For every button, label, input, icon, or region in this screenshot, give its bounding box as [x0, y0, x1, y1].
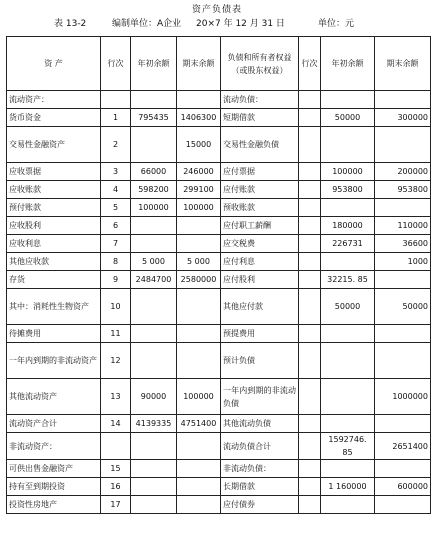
asset-name-cell: 其他流动资产	[7, 379, 101, 415]
liability-begin-balance-cell: 100000	[321, 163, 375, 181]
table-row	[7, 325, 431, 343]
liability-end-balance-cell	[375, 127, 431, 163]
asset-row-number-cell: 17	[101, 496, 131, 514]
asset-row-number-cell: 11	[101, 325, 131, 343]
liability-name-cell: 非流动负债：	[221, 460, 299, 478]
liability-begin-balance-cell	[321, 343, 375, 379]
asset-end-balance-cell: 100000	[177, 199, 221, 217]
liability-begin-balance-cell	[321, 199, 375, 217]
asset-row-number-cell: 8	[101, 253, 131, 271]
liability-row-number-cell	[299, 289, 321, 325]
asset-name-cell: 其中：消耗性生物资产	[7, 289, 101, 325]
liability-begin-balance-cell	[321, 379, 375, 415]
liability-end-balance-cell	[375, 460, 431, 478]
liability-row-number-cell	[299, 217, 321, 235]
table-row	[7, 109, 431, 127]
asset-row-number-cell: 3	[101, 163, 131, 181]
col-header-row-left: 行次	[101, 37, 131, 91]
liability-row-number-cell	[299, 325, 321, 343]
liability-name-cell: 一年内到期的非流动负债	[221, 379, 299, 415]
liability-end-balance-cell: 300000	[375, 109, 431, 127]
liability-row-number-cell	[299, 199, 321, 217]
asset-begin-balance-cell: 66000	[131, 163, 177, 181]
liability-name-cell: 流动负债：	[221, 91, 299, 109]
table-row	[7, 496, 431, 514]
liability-name-cell: 短期借款	[221, 109, 299, 127]
asset-name-cell: 应收利息	[7, 235, 101, 253]
liability-end-balance-cell	[375, 343, 431, 379]
asset-name-cell: 存货	[7, 271, 101, 289]
table-number: 表 13-2	[54, 19, 87, 29]
liability-name-cell: 其他流动负债	[221, 415, 299, 433]
liability-begin-balance-cell: 50000	[321, 109, 375, 127]
table-row	[7, 199, 431, 217]
table-row	[7, 253, 431, 271]
liability-name-cell: 其他应付款	[221, 289, 299, 325]
liability-row-number-cell	[299, 109, 321, 127]
company-name: 编制单位：A企业	[112, 19, 182, 29]
asset-name-cell: 交易性金融资产	[7, 127, 101, 163]
liability-begin-balance-cell	[321, 496, 375, 514]
asset-begin-balance-cell	[131, 127, 177, 163]
liability-end-balance-cell: 36600	[375, 235, 431, 253]
asset-row-number-cell: 5	[101, 199, 131, 217]
liability-begin-balance-cell: 180000	[321, 217, 375, 235]
liability-row-number-cell	[299, 343, 321, 379]
asset-end-balance-cell	[177, 325, 221, 343]
asset-name-cell: 待摊费用	[7, 325, 101, 343]
asset-end-balance-cell	[177, 433, 221, 460]
document-title: 资产负债表	[191, 5, 242, 15]
asset-begin-balance-cell	[131, 343, 177, 379]
asset-end-balance-cell	[177, 460, 221, 478]
asset-row-number-cell: 10	[101, 289, 131, 325]
asset-row-number-cell: 4	[101, 181, 131, 199]
asset-end-balance-cell: 15000	[177, 127, 221, 163]
asset-end-balance-cell	[177, 496, 221, 514]
liability-name-cell: 长期借款	[221, 478, 299, 496]
asset-begin-balance-cell	[131, 496, 177, 514]
table-header-row	[7, 37, 431, 91]
liability-end-balance-cell	[375, 199, 431, 217]
asset-end-balance-cell: 246000	[177, 163, 221, 181]
table-row	[7, 478, 431, 496]
liability-name-cell: 应交税费	[221, 235, 299, 253]
asset-name-cell: 可供出售金融资产	[7, 460, 101, 478]
liability-row-number-cell	[299, 415, 321, 433]
asset-begin-balance-cell	[131, 433, 177, 460]
asset-begin-balance-cell	[131, 460, 177, 478]
liability-row-number-cell	[299, 127, 321, 163]
asset-begin-balance-cell	[131, 235, 177, 253]
asset-name-cell: 非流动资产：	[7, 433, 101, 460]
asset-begin-balance-cell	[131, 289, 177, 325]
col-header-begin-left: 年初余额	[131, 37, 177, 91]
liability-name-cell: 应付票据	[221, 163, 299, 181]
table-row	[7, 91, 431, 109]
asset-name-cell: 应收股利	[7, 217, 101, 235]
asset-begin-balance-cell: 4139335	[131, 415, 177, 433]
liability-end-balance-cell: 2651400	[375, 433, 431, 460]
table-row	[7, 271, 431, 289]
asset-name-cell: 其他应收款	[7, 253, 101, 271]
liability-end-balance-cell: 110000	[375, 217, 431, 235]
liability-row-number-cell	[299, 235, 321, 253]
col-header-begin-right: 年初余额	[321, 37, 375, 91]
table-row	[7, 379, 431, 415]
asset-row-number-cell: 7	[101, 235, 131, 253]
asset-begin-balance-cell: 5 000	[131, 253, 177, 271]
asset-name-cell: 流动资产合计	[7, 415, 101, 433]
liability-name-cell: 流动负债合计	[221, 433, 299, 460]
liability-end-balance-cell: 1000	[375, 253, 431, 271]
asset-end-balance-cell: 100000	[177, 379, 221, 415]
liability-name-cell: 应付职工薪酬	[221, 217, 299, 235]
liability-name-cell: 应付利息	[221, 253, 299, 271]
asset-name-cell: 一年内到期的非流动资产	[7, 343, 101, 379]
liability-begin-balance-cell	[321, 91, 375, 109]
asset-row-number-cell: 16	[101, 478, 131, 496]
liability-name-cell: 交易性金融负债	[221, 127, 299, 163]
liability-row-number-cell	[299, 253, 321, 271]
asset-row-number-cell: 12	[101, 343, 131, 379]
asset-begin-balance-cell	[131, 325, 177, 343]
asset-end-balance-cell: 299100	[177, 181, 221, 199]
table-row	[7, 433, 431, 460]
asset-end-balance-cell: 4751400	[177, 415, 221, 433]
asset-row-number-cell: 13	[101, 379, 131, 415]
liability-end-balance-cell	[375, 496, 431, 514]
liability-row-number-cell	[299, 496, 321, 514]
table-row	[7, 289, 431, 325]
liability-row-number-cell	[299, 271, 321, 289]
liability-name-cell: 预提费用	[221, 325, 299, 343]
asset-name-cell: 投资性房地产	[7, 496, 101, 514]
asset-begin-balance-cell	[131, 217, 177, 235]
asset-end-balance-cell: 2580000	[177, 271, 221, 289]
liability-name-cell: 预计负债	[221, 343, 299, 379]
liability-end-balance-cell	[375, 271, 431, 289]
asset-begin-balance-cell: 795435	[131, 109, 177, 127]
asset-name-cell: 应收票据	[7, 163, 101, 181]
table-row	[7, 460, 431, 478]
table-row	[7, 163, 431, 181]
liability-begin-balance-cell	[321, 127, 375, 163]
liability-begin-balance-cell	[321, 415, 375, 433]
liability-end-balance-cell: 600000	[375, 478, 431, 496]
col-header-end-right: 期末余额	[375, 37, 431, 91]
liability-row-number-cell	[299, 433, 321, 460]
asset-row-number-cell	[101, 91, 131, 109]
asset-begin-balance-cell: 100000	[131, 199, 177, 217]
liability-end-balance-cell	[375, 415, 431, 433]
asset-end-balance-cell	[177, 289, 221, 325]
asset-begin-balance-cell: 2484700	[131, 271, 177, 289]
asset-end-balance-cell: 1406300	[177, 109, 221, 127]
table-row	[7, 415, 431, 433]
asset-name-cell: 货币资金	[7, 109, 101, 127]
liability-begin-balance-cell: 32215. 85	[321, 271, 375, 289]
asset-row-number-cell: 2	[101, 127, 131, 163]
liability-name-cell: 应付账款	[221, 181, 299, 199]
asset-row-number-cell: 6	[101, 217, 131, 235]
liability-begin-balance-cell: 1592746. 85	[321, 433, 375, 460]
liability-row-number-cell	[299, 478, 321, 496]
liability-row-number-cell	[299, 460, 321, 478]
liability-row-number-cell	[299, 379, 321, 415]
liability-row-number-cell	[299, 91, 321, 109]
liability-row-number-cell	[299, 181, 321, 199]
liability-name-cell: 应付债券	[221, 496, 299, 514]
asset-begin-balance-cell: 598200	[131, 181, 177, 199]
asset-row-number-cell: 1	[101, 109, 131, 127]
asset-end-balance-cell	[177, 343, 221, 379]
report-date: 20×7 年 12 月 31 日	[196, 19, 285, 29]
asset-row-number-cell: 9	[101, 271, 131, 289]
liability-end-balance-cell	[375, 325, 431, 343]
liability-name-cell: 预收账款	[221, 199, 299, 217]
balance-sheet-table	[6, 36, 431, 514]
asset-row-number-cell: 14	[101, 415, 131, 433]
table-row	[7, 235, 431, 253]
asset-begin-balance-cell: 90000	[131, 379, 177, 415]
liability-begin-balance-cell	[321, 325, 375, 343]
table-row	[7, 127, 431, 163]
col-header-assets: 资 产	[7, 37, 101, 91]
col-header-end-left: 期末余额	[177, 37, 221, 91]
asset-end-balance-cell	[177, 235, 221, 253]
liability-end-balance-cell: 1000000	[375, 379, 431, 415]
liability-begin-balance-cell: 953800	[321, 181, 375, 199]
liability-end-balance-cell	[375, 91, 431, 109]
liability-name-cell: 应付股利	[221, 271, 299, 289]
liability-begin-balance-cell	[321, 460, 375, 478]
currency-unit: 单位：元	[318, 19, 355, 29]
table-row	[7, 343, 431, 379]
liability-row-number-cell	[299, 163, 321, 181]
liability-begin-balance-cell: 226731	[321, 235, 375, 253]
asset-end-balance-cell	[177, 478, 221, 496]
asset-begin-balance-cell	[131, 478, 177, 496]
liability-end-balance-cell: 953800	[375, 181, 431, 199]
liability-begin-balance-cell	[321, 253, 375, 271]
liability-end-balance-cell: 50000	[375, 289, 431, 325]
asset-name-cell: 应收账款	[7, 181, 101, 199]
asset-row-number-cell: 15	[101, 460, 131, 478]
liability-end-balance-cell: 200000	[375, 163, 431, 181]
asset-name-cell: 流动资产：	[7, 91, 101, 109]
asset-end-balance-cell: 5 000	[177, 253, 221, 271]
col-header-row-right: 行次	[299, 37, 321, 91]
document-meta	[0, 16, 434, 30]
col-header-liabilities: 负债和所有者权益（或股东权益）	[221, 37, 299, 91]
table-row	[7, 181, 431, 199]
asset-begin-balance-cell	[131, 91, 177, 109]
table-row	[7, 217, 431, 235]
asset-end-balance-cell	[177, 91, 221, 109]
table-body	[7, 91, 431, 514]
liability-begin-balance-cell: 50000	[321, 289, 375, 325]
asset-end-balance-cell	[177, 217, 221, 235]
liability-begin-balance-cell: 1 160000	[321, 478, 375, 496]
asset-name-cell: 持有至到期投资	[7, 478, 101, 496]
asset-name-cell: 预付账款	[7, 199, 101, 217]
asset-row-number-cell	[101, 433, 131, 460]
